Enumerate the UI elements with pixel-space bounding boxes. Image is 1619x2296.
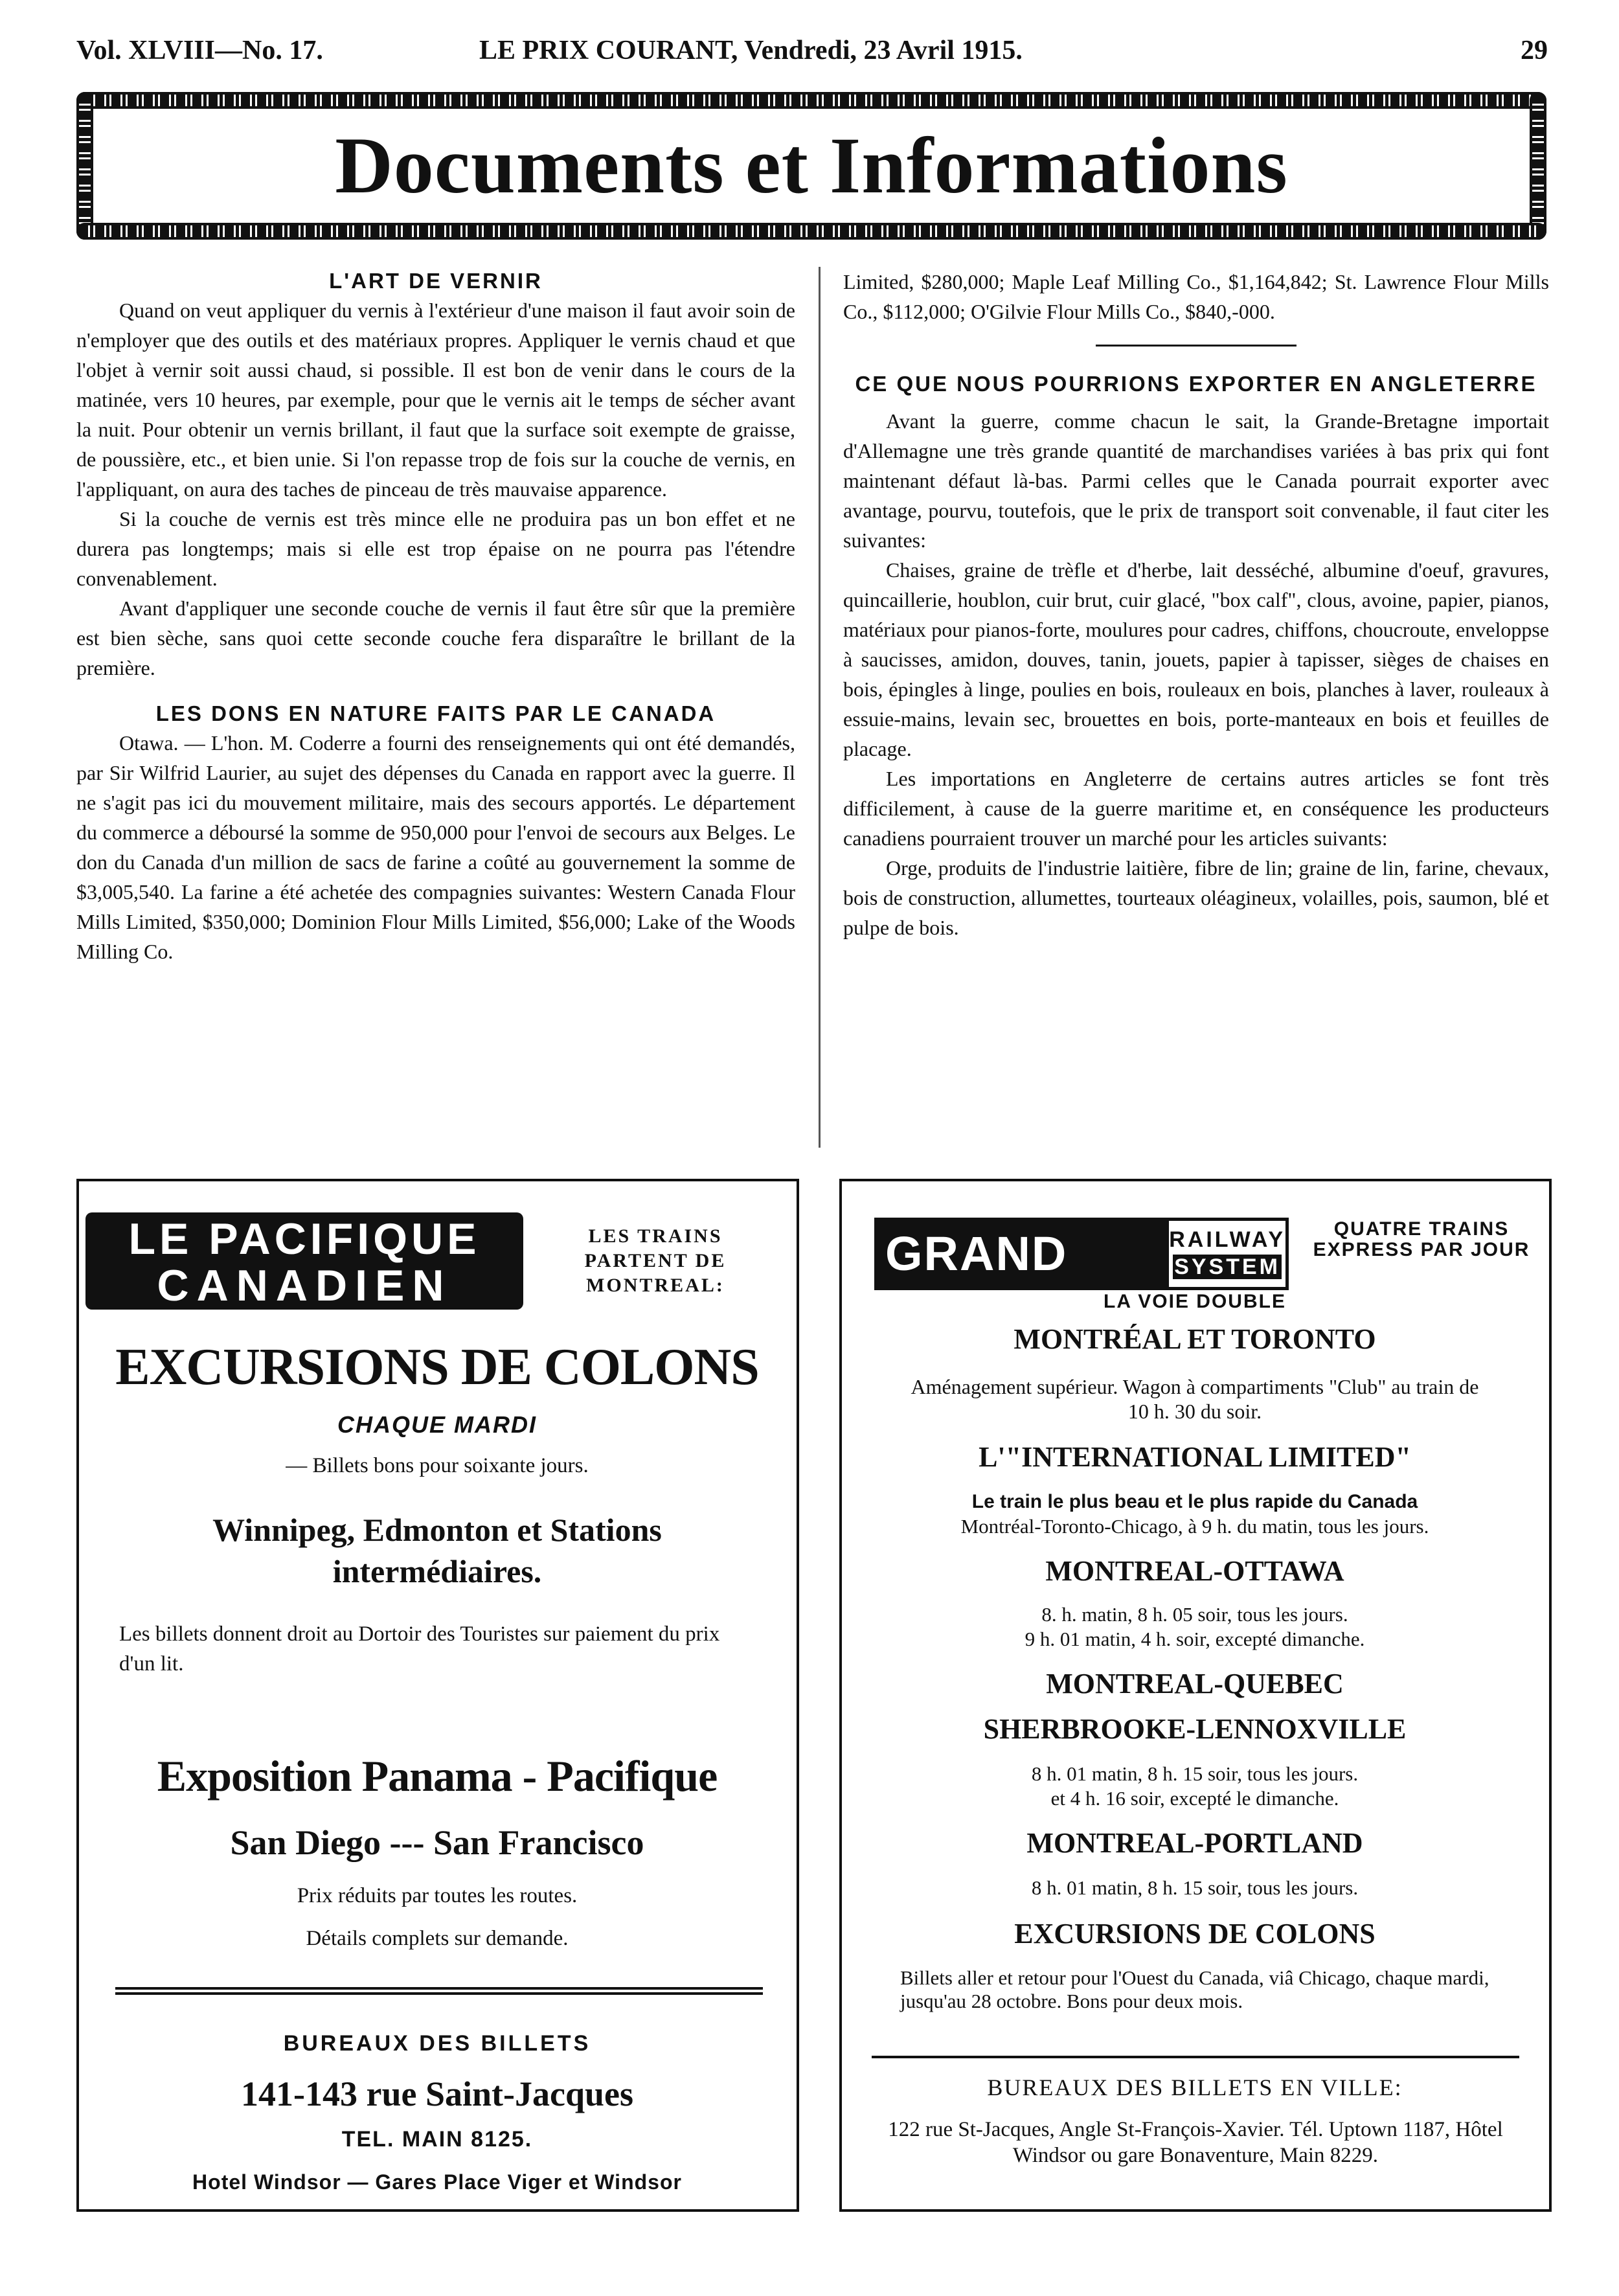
schedule-line: et 4 h. 16 soir, excepté le dimanche.: [1050, 1787, 1339, 1810]
article-paragraph: Orge, produits de l'industrie laitière, fibre de lin; graine de lin, farine, chevaux, bois de construction, allumettes, tourteaux oléagineux, volailles, pois, saumon, blé et pulpe de bois.: [843, 856, 1549, 939]
masthead: LE PRIX COURANT, Vendredi, 23 Avril 1915.: [479, 36, 1023, 65]
destinations: Winnipeg, Edmonton et Stations intermédiaires.: [212, 1512, 662, 1589]
reduced-prices: Prix réduits par toutes les routes.: [297, 1884, 578, 1907]
article-separator: [1096, 345, 1296, 347]
international-tagline: Le train le plus beau et le plus rapide du Canada: [971, 1491, 1418, 1512]
international-route: Montréal-Toronto-Chicago, à 9 h. du matin, tous les jours.: [960, 1515, 1429, 1538]
article-paragraph: Quand on veut appliquer du vernis à l'extérieur d'une maison il faut avoir soin de n'employer que des outils et des matériaux propres. Appliquer le vernis chaud et que l'objet à vernir soit aussi chaud, si possible. Il est bon de venir dans le cours de la matinée, vers 10 heures, par exemple, pour que le vernis ait le temps de sécher avant la nuit. Pour obtenir un vernis brillant, il faut que la surface soit exempte de graisse, de poussière, etc., et bien unie. Si l'on repasse trop de fois sur la couche de vernis, en l'appliquant, on aura des taches de pinceau de très mauvaise apparence.: [76, 299, 795, 501]
article-paragraph: Avant la guerre, comme chacun le sait, la Grande-Bretagne importait d'Allemagne une très grande quantité de marchandises variées à bas prix qui font maintenant défaut là-bas. Parmi celles que le Canada pourrait exporter avec avantage, pourvu, toutefois, que le prix de transport soit convenable, il faut citer les suivantes:: [843, 409, 1549, 552]
article-heading-dons: LES DONS EN NATURE FAITS PAR LE CANADA: [155, 701, 716, 725]
details-note: Détails complets sur demande.: [306, 1927, 569, 1950]
route-montreal-quebec: MONTREAL-QUEBEC: [1046, 1668, 1344, 1699]
ticket-office-address: 141-143 rue Saint-Jacques: [241, 2074, 633, 2113]
article-paragraph: Avant d'appliquer une seconde couche de vernis il faut être sûr que la première est bien sèche, sans quoi cette seconde couche fera disparaître le brillant de la première.: [76, 597, 795, 679]
double-track-label: LA VOIE DOUBLE: [1104, 1291, 1286, 1312]
city-ticket-office-address: 122 rue St-Jacques, Angle St-François-Xavier. Tél. Uptown 1187, Hôtel Windsor ou gare Bonaventure, Main 8229.: [888, 2118, 1503, 2167]
colonist-excursions-note: Billets aller et retour pour l'Ouest du Canada, viâ Chicago, chaque mardi, jusqu'au 28 octobre. Bons pour deux mois.: [900, 1966, 1489, 2012]
chain-border-top: [76, 92, 1546, 109]
schedule-line: 8 h. 01 matin, 8 h. 15 soir, tous les jours.: [1031, 1762, 1359, 1785]
schedule-line: 8 h. 01 matin, 8 h. 15 soir, tous les jours.: [1031, 1876, 1359, 1899]
article-heading-vernir: L'ART DE VERNIR: [329, 269, 543, 293]
column-divider: [819, 267, 821, 1148]
route-montreal-portland: MONTREAL-PORTLAND: [1026, 1827, 1363, 1859]
article-paragraph: Les importations en Angleterre de certains autres articles se font très difficilement, à cause de la guerre maritime et, en conséquence les producteurs canadiens pourraient trouver un marché pour les articles suivants:: [843, 767, 1549, 850]
volume-number: Vol. XLVIII—No. 17.: [76, 36, 323, 65]
route-montreal-toronto: MONTRÉAL ET TORONTO: [1013, 1323, 1376, 1355]
exposition-title: Exposition Panama - Pacifique: [157, 1751, 718, 1801]
section-title: Documents et Informations: [335, 121, 1288, 210]
ad-title: EXCURSIONS DE COLONS: [115, 1339, 759, 1396]
city-ticket-office-title: BUREAUX DES BILLETS EN VILLE:: [987, 2074, 1403, 2100]
ticket-office-phone: TEL. MAIN 8125.: [341, 2127, 533, 2152]
logo-line-2: CANADIEN: [157, 1261, 452, 1310]
double-rule: [115, 1987, 763, 1995]
article-paragraph: Si la couche de vernis est très mince elle ne produira pas un bon effet et ne durera pas longtemps; mais si elle est trop épaise on ne pourra pas l'étendre convenablement.: [76, 507, 795, 590]
trains-depart-note: LES TRAINS PARTENT DE MONTREAL:: [584, 1225, 727, 1296]
ticket-office-title: BUREAUX DES BILLETS: [283, 2031, 591, 2056]
express-trains-note: QUATRE TRAINS EXPRESS PAR JOUR: [1313, 1218, 1530, 1260]
section-banner: [76, 92, 1546, 240]
logo-main-text: GRAND TRUNK: [877, 1221, 1169, 1287]
logo-system: SYSTEM: [1174, 1255, 1281, 1279]
ticket-office-stations: Hotel Windsor — Gares Place Viger et Windsor: [192, 2170, 682, 2194]
schedule-line: 9 h. 01 matin, 4 h. soir, excepté dimanche.: [1025, 1628, 1365, 1650]
route-montreal-toronto-note: Aménagement supérieur. Wagon à compartiments "Club" au train de 10 h. 30 du soir.: [911, 1375, 1479, 1423]
colonist-excursions: EXCURSIONS DE COLONS: [1014, 1918, 1376, 1949]
dormitory-note: Les billets donnent droit au Dortoir des Touristes sur paiement du prix d'un lit.: [119, 1622, 720, 1676]
ad-subtitle: CHAQUE MARDI: [337, 1411, 537, 1438]
page-number: 29: [1521, 36, 1548, 65]
article-paragraph: Limited, $280,000; Maple Leaf Milling Co., $1,164,842; St. Lawrence Flour Mills Co., $112,000; O'Gilvie Flour Mills Co., $840,-000.: [843, 270, 1549, 323]
ticket-validity: — Billets bons pour soixante jours.: [286, 1454, 589, 1477]
logo-line-1: LE PACIFIQUE: [128, 1214, 481, 1264]
right-column: [843, 267, 1549, 942]
route-sherbrooke-lennoxville: SHERBROOKE-LENNOXVILLE: [983, 1713, 1407, 1745]
article-paragraph: Otawa. — L'hon. M. Coderre a fourni des renseignements qui ont été demandés, par Sir Wilfrid Laurier, au sujet des dépenses du Canada en rapport avec la guerre. Il ne s'agit pas ici du mouvement militaire, mais des secours apportés. Le département du commerce a déboursé la somme de 950,000 pour l'envoi de secours aux Belges. Le don du Canada d'un million de sacs de farine a coûté au gouvernement la somme de $3,005,540. La farine a été achetée des compagnies suivantes: Western Canada Flour Mills Limited, $350,000; Dominion Flour Mills Limited, $56,000; Lake of the Woods Milling Co.: [76, 731, 795, 963]
exposition-cities: San Diego --- San Francisco: [230, 1823, 644, 1862]
logo-railway: RAILWAY: [1169, 1227, 1285, 1252]
article-heading-exporter: CE QUE NOUS POURRIONS EXPORTER EN ANGLETERRE: [855, 372, 1537, 396]
pacifique-canadien-logo: [85, 1212, 523, 1310]
article-paragraph: Chaises, graine de trèfle et d'herbe, lait desséché, albumine d'oeuf, gravures, quincaillerie, houblon, cuir brut, cuir glacé, "box calf", clous, avoine, papier, pianos, matériaux pour pianos-forte, moulures pour cadres, chiffons, choucroute, enveloppse à saucisses, amidon, douves, tanin, jouets, papier à tapisser, sièges de chaises en bois, épingles à linge, poulies en bois, rouleaux en bois, planches à laver, rouleaux à essuie-mains, levain sec, brouettes en bois, porte-manteaux en bois et feuilles de placage.: [843, 558, 1549, 760]
chain-border-bottom: [76, 223, 1546, 240]
ad-rule: [872, 2056, 1519, 2058]
schedule-line: 8. h. matin, 8 h. 05 soir, tous les jours.: [1041, 1603, 1348, 1626]
logo-side: [1169, 1221, 1285, 1287]
left-column: [76, 267, 795, 966]
international-limited: L'"INTERNATIONAL LIMITED": [979, 1441, 1411, 1473]
route-montreal-ottawa: MONTREAL-OTTAWA: [1045, 1555, 1344, 1587]
